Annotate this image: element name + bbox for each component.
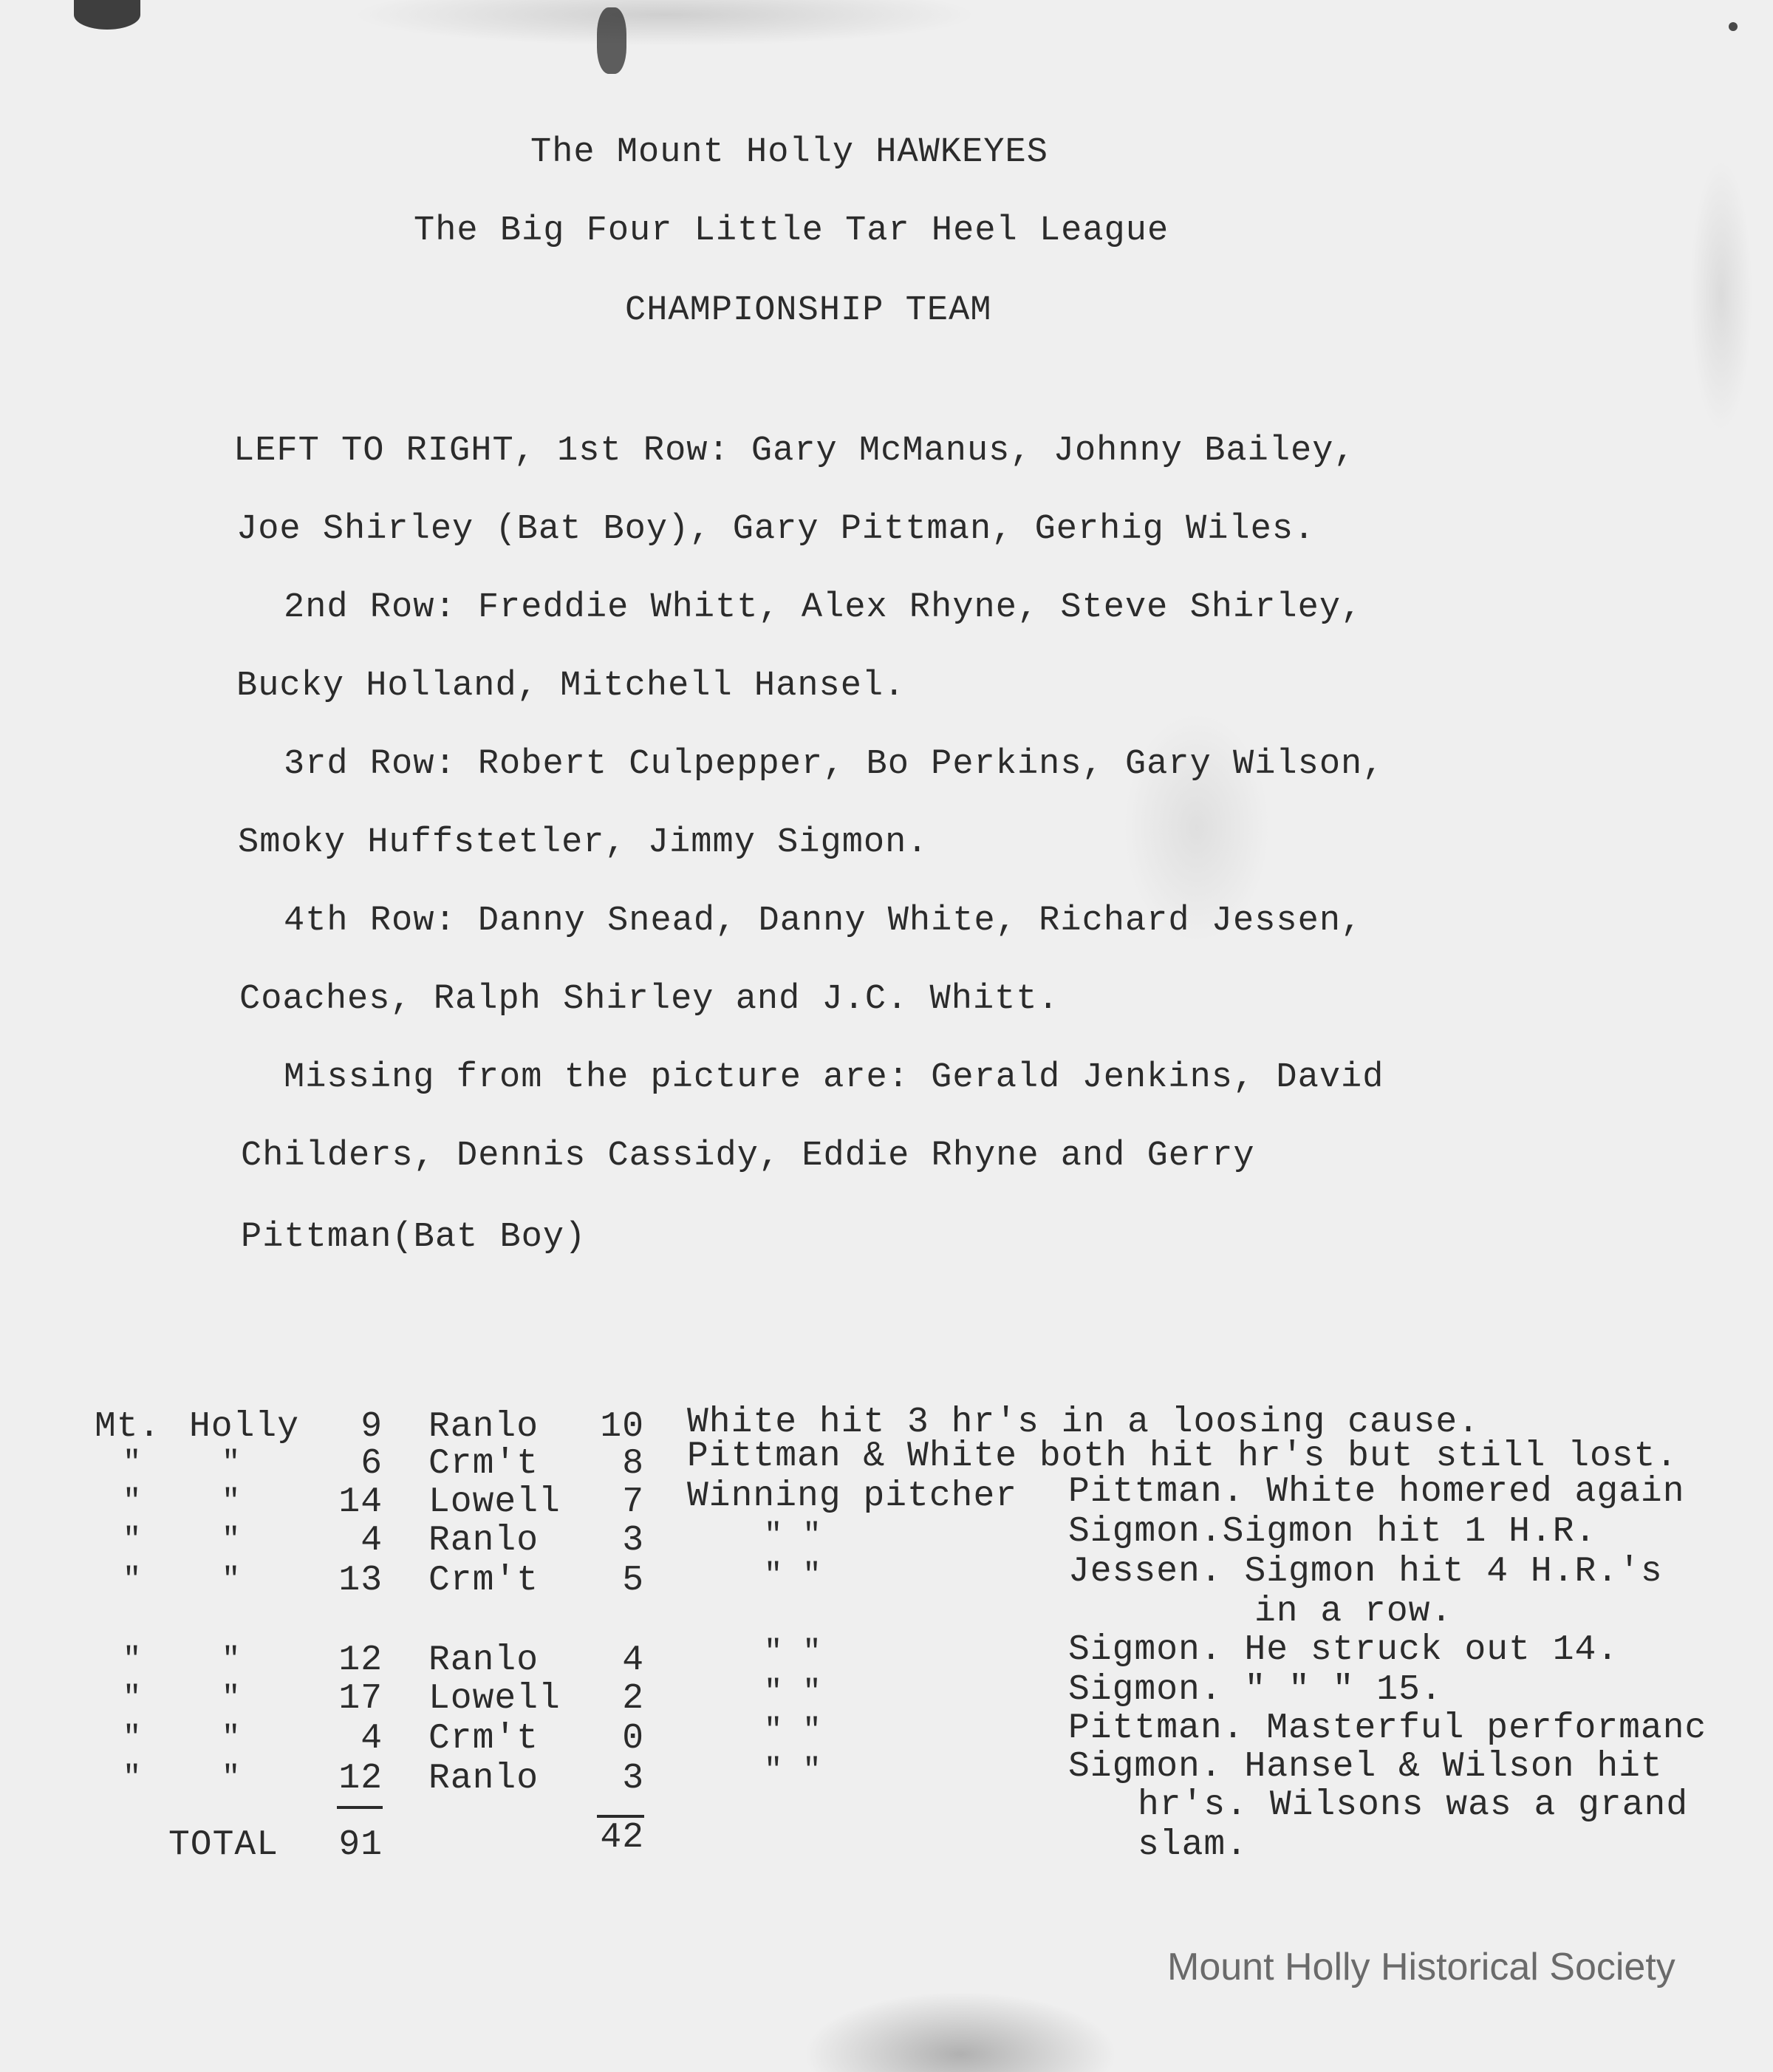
- roster-line: 3rd Row: Robert Culpepper, Bo Perkins, Gary Wilson,: [284, 745, 1384, 784]
- title-line-1: The Mount Holly HAWKEYES: [530, 133, 1048, 172]
- holly-score: 12: [338, 1640, 383, 1680]
- holly-score: 9: [361, 1407, 383, 1447]
- holly-score: 13: [338, 1561, 383, 1601]
- roster-line: Pittman(Bat Boy): [241, 1218, 587, 1257]
- opponent-score: 3: [622, 1759, 644, 1799]
- total-runs-against: 42: [600, 1818, 644, 1858]
- team-col-a: ": [123, 1522, 143, 1558]
- team-col-a: Mt.: [95, 1407, 161, 1447]
- title-line-2: The Big Four Little Tar Heel League: [414, 211, 1169, 251]
- game-note-pitcher: Sigmon. He struck out 14.: [1068, 1630, 1619, 1670]
- roster-line: 4th Row: Danny Snead, Danny White, Richard Jessen,: [284, 902, 1363, 941]
- total-label: TOTAL: [168, 1825, 279, 1865]
- roster-line: Bucky Holland, Mitchell Hansel.: [236, 667, 906, 706]
- game-note: " ": [764, 1713, 822, 1748]
- team-col-b: ": [222, 1522, 242, 1558]
- team-col-a: ": [123, 1680, 143, 1716]
- title-line-3: CHAMPIONSHIP TEAM: [625, 291, 992, 330]
- game-note: Pittman & White both hit hr's but still lost.: [687, 1437, 1678, 1476]
- team-col-b: ": [222, 1445, 242, 1481]
- opponent: Ranlo: [428, 1640, 539, 1680]
- team-col-a: ": [123, 1720, 143, 1756]
- opponent: Lowell: [428, 1679, 561, 1719]
- roster-line: Joe Shirley (Bat Boy), Gary Pittman, Gerhig Wiles.: [236, 510, 1316, 549]
- holly-score: 12: [338, 1759, 383, 1799]
- scan-smudge: [597, 7, 626, 74]
- game-note-pitcher: Sigmon. Hansel & Wilson hit: [1068, 1747, 1663, 1787]
- game-note-continued: in a row.: [1254, 1592, 1453, 1632]
- team-col-b: ": [222, 1680, 242, 1716]
- game-note-pitcher: Jessen. Sigmon hit 4 H.R.'s: [1068, 1552, 1663, 1592]
- scan-smudge: [74, 0, 140, 30]
- opponent-score: 5: [622, 1561, 644, 1601]
- opponent-score: 0: [622, 1719, 644, 1759]
- opponent: Crm't: [428, 1719, 539, 1759]
- opponent: Crm't: [428, 1444, 539, 1484]
- last-note-line: slam.: [1138, 1825, 1248, 1865]
- team-col-b: ": [222, 1642, 242, 1677]
- team-col-a: ": [123, 1562, 143, 1598]
- opponent: Crm't: [428, 1561, 539, 1601]
- game-note-pitcher: Pittman. White homered again: [1068, 1472, 1685, 1512]
- opponent-score: 7: [622, 1482, 644, 1522]
- opponent-score: 2: [622, 1679, 644, 1719]
- game-note: Winning pitcher: [687, 1476, 1018, 1516]
- game-note: White hit 3 hr's in a loosing cause.: [687, 1403, 1480, 1442]
- game-note-pitcher: Pittman. Masterful performanc: [1068, 1708, 1707, 1748]
- total-runs-for: 91: [338, 1825, 383, 1865]
- holly-score: 4: [361, 1521, 383, 1561]
- opponent-score: 10: [600, 1407, 644, 1447]
- scan-smudge: [1729, 22, 1738, 31]
- game-note-pitcher: Sigmon.Sigmon hit 1 H.R.: [1068, 1512, 1597, 1552]
- team-col-a: ": [123, 1642, 143, 1677]
- game-note-pitcher: Sigmon. " " " 15.: [1068, 1670, 1443, 1710]
- holly-score: 17: [338, 1679, 383, 1719]
- team-col-a: ": [123, 1445, 143, 1481]
- holly-score: 14: [338, 1482, 383, 1522]
- holly-score: 4: [361, 1719, 383, 1759]
- game-note: " ": [764, 1635, 822, 1670]
- watermark: Mount Holly Historical Society: [1167, 1946, 1675, 1988]
- roster-line: Smoky Huffstetler, Jimmy Sigmon.: [238, 823, 929, 862]
- roster-line: Missing from the picture are: Gerald Jenkins, David: [284, 1058, 1384, 1097]
- team-col-b: ": [222, 1562, 242, 1598]
- team-col-b: ": [222, 1760, 242, 1796]
- game-note: " ": [764, 1753, 822, 1788]
- team-col-a: ": [123, 1760, 143, 1796]
- roster-line: 2nd Row: Freddie Whitt, Alex Rhyne, Steve Shirley,: [284, 588, 1363, 627]
- opponent-score: 8: [622, 1444, 644, 1484]
- total-underline-for: [337, 1806, 383, 1809]
- team-col-b: ": [222, 1484, 242, 1519]
- holly-score: 6: [361, 1444, 383, 1484]
- game-note: " ": [764, 1518, 822, 1553]
- opponent: Ranlo: [428, 1407, 539, 1447]
- last-note-line: hr's. Wilsons was a grand: [1138, 1785, 1689, 1825]
- game-note: " ": [764, 1558, 822, 1593]
- game-note: " ": [764, 1674, 822, 1710]
- opponent-score: 4: [622, 1640, 644, 1680]
- opponent-score: 3: [622, 1521, 644, 1561]
- opponent: Ranlo: [428, 1759, 539, 1799]
- team-col-a: ": [123, 1484, 143, 1519]
- roster-line: Childers, Dennis Cassidy, Eddie Rhyne and Gerry: [241, 1136, 1255, 1176]
- roster-line: LEFT TO RIGHT, 1st Row: Gary McManus, Johnny Bailey,: [233, 432, 1356, 471]
- opponent: Lowell: [428, 1482, 561, 1522]
- roster-line: Coaches, Ralph Shirley and J.C. Whitt.: [239, 980, 1059, 1019]
- team-col-b: Holly: [189, 1407, 300, 1447]
- opponent: Ranlo: [428, 1521, 539, 1561]
- team-col-b: ": [222, 1720, 242, 1756]
